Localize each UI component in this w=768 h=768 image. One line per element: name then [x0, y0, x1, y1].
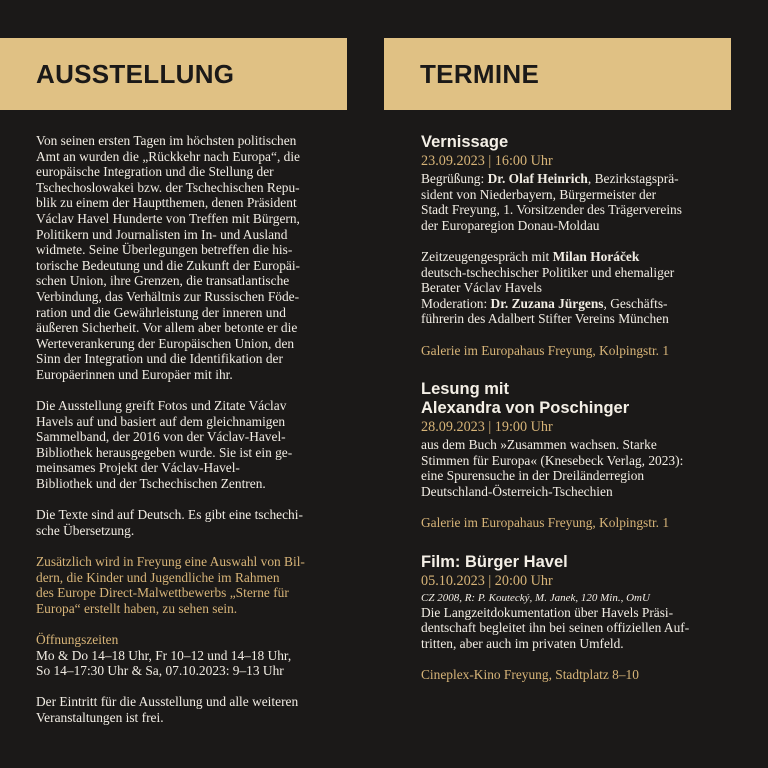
- text-line: Europa“ erstellt haben, zu sehen sein.: [36, 600, 238, 616]
- text-line: blik zu einem der Hauptthemen, denen Präsident: [36, 195, 297, 211]
- exhibition-paragraph-4: [36, 554, 348, 616]
- exhibition-paragraph-2: [36, 398, 348, 492]
- text-line: meinsames Projekt der Václav-Havel-: [36, 460, 240, 476]
- event-title: Lesung mit Alexandra von Poschinger: [421, 380, 630, 418]
- text-line: eine Spurensuche in der Dreiländerregion: [421, 468, 645, 484]
- text-line: Bibliothek und der Tschechischen Zentren.: [36, 476, 266, 492]
- events-header-banner: [384, 38, 731, 110]
- text-line: des Europe Direct-Malwettbewerbs „Sterne für: [36, 585, 289, 601]
- text-line: Verbindung, das Verhältnis zur Russischen Föde-: [36, 288, 300, 304]
- text-line: äußeren Sicherheit. Vor allem aber betonte er die: [36, 320, 298, 336]
- opening-hours: [36, 648, 348, 679]
- text-line: Tschechoslowakei bzw. der Tschechischen Repu-: [36, 179, 300, 195]
- event-description: [421, 437, 739, 499]
- text-line: Die Langzeitdokumentation über Havels Präsi-: [421, 604, 674, 620]
- event-title: Film: Bürger Havel: [421, 552, 568, 571]
- event-witness-talk: Zeitzeugengespräch mit Milan Horáček deutsch-tschechischer Politiker und ehemaliger Berater Václav Havels Moderation: Dr. Zuzana Jürgens, Geschäfts- führerin des Adalbert Stifter Vereins München: [421, 248, 675, 327]
- text-line: Stimmen für Europa« (Knesebeck Verlag, 2023):: [421, 452, 684, 468]
- text-line: Europäerinnen und Europäer mit ihr.: [36, 366, 233, 382]
- text-line: Amt an wurden die „Rückkehr nach Europa“, die: [36, 148, 300, 164]
- text-line: sche Übersetzung.: [36, 522, 135, 538]
- text-line: dentschaft begleitet ihn bei seinen offiziellen Auf-: [421, 620, 690, 636]
- text-line: Deutschland-Österreich-Tschechien: [421, 483, 613, 499]
- admission-note: [36, 694, 348, 725]
- text-line: Veranstaltungen ist frei.: [36, 709, 164, 725]
- text-line: Zusätzlich wird in Freyung eine Auswahl von Bil-: [36, 554, 305, 570]
- text-line: ration und die Gewährleistung der inneren und: [36, 304, 286, 320]
- text-line: aus dem Buch »Zusammen wachsen. Starke: [421, 437, 657, 453]
- event-reading: [421, 380, 739, 531]
- text-line: Sinn der Integration und die Identifikation der: [36, 351, 283, 367]
- text-line: deutsch-tschechischer Politiker und ehemaliger: [421, 264, 675, 280]
- opening-hours-label: Öffnungszeiten: [36, 632, 119, 647]
- text-line: Die Ausstellung greift Fotos und Zitate Václav: [36, 398, 287, 414]
- exhibition-paragraph-3: [36, 507, 348, 538]
- exhibition-header-title: AUSSTELLUNG: [36, 58, 235, 89]
- text-line: europäische Integration und die Stellung der: [36, 164, 274, 180]
- text-line: Politikern und Journalisten im In- und Ausland: [36, 226, 288, 242]
- exhibition-header-banner: [0, 38, 347, 110]
- text-line: So 14–17:30 Uhr & Sa, 07.10.2023: 9–13 Uhr: [36, 663, 284, 679]
- text-line: Der Eintritt für die Ausstellung und alle weiteren: [36, 694, 299, 710]
- event-film: [421, 553, 739, 683]
- exhibition-column: [36, 133, 348, 726]
- text-line: Die Texte sind auf Deutsch. Es gibt eine tschechi-: [36, 507, 303, 523]
- event-title: Vernissage: [421, 133, 509, 151]
- event-venue: Galerie im Europahaus Freyung, Kolpingstr. 1: [421, 515, 670, 531]
- exhibition-paragraph-1: [36, 133, 348, 383]
- event-date: 23.09.2023 | 16:00 Uhr: [421, 153, 553, 169]
- text-line: dern, die Kinder und Jugendliche im Rahmen: [36, 569, 280, 585]
- event-date: 05.10.2023 | 20:00 Uhr: [421, 572, 553, 589]
- text-line: Václav Havel Hunderte von Treffen mit Bürgern,: [36, 210, 300, 226]
- text-line: sident von Niederbayern, Bürgermeister der: [421, 186, 657, 202]
- text-line: Von seinen ersten Tagen im höchsten politischen: [36, 133, 297, 148]
- film-credit: CZ 2008, R: P. Koutecký, M. Janek, 120 Min., OmU: [421, 591, 650, 604]
- event-greeting: Begrüßung: Dr. Olaf Heinrich, Bezirkstagsprä- sident von Niederbayern, Bürgermeister der Stadt Freyung, 1. Vorsitzender des Trägervereins der Europaregion Donau-Moldau: [421, 171, 682, 233]
- text-line: Stadt Freyung, 1. Vorsitzender des Trägervereins: [421, 202, 682, 218]
- text-line: Bibliothek herausgegeben wurde. Sie ist ein ge-: [36, 444, 293, 460]
- speaker-name: Dr. Zuzana Jürgens: [490, 295, 604, 311]
- text-line: torische Bedeutung und die Zukunft der Europäi-: [36, 257, 301, 273]
- speaker-name: Milan Horáček: [552, 248, 640, 264]
- event-description: [421, 605, 739, 652]
- text-line: widmete. Seine Überlegungen betreffen die his-: [36, 242, 293, 258]
- events-column: [421, 133, 739, 683]
- event-date: 28.09.2023 | 19:00 Uhr: [421, 419, 553, 436]
- text-line: Havels auf und basiert auf dem gleichnamigen: [36, 413, 286, 429]
- text-line: tritten, aber auch im privaten Umfeld.: [421, 635, 624, 651]
- text-line: schen Union, ihre Grenzen, die transatlantische: [36, 273, 290, 289]
- event-venue: Galerie im Europahaus Freyung, Kolpingstr. 1: [421, 342, 670, 358]
- text-line: Mo & Do 14–18 Uhr, Fr 10–12 und 14–18 Uhr,: [36, 647, 292, 663]
- event-vernissage: [421, 133, 739, 358]
- speaker-name: Dr. Olaf Heinrich: [487, 171, 588, 186]
- text-line: Werteverankerung der Europäischen Union, den: [36, 335, 295, 351]
- events-header-title: TERMINE: [420, 58, 540, 89]
- text-line: Sammelband, der 2016 von der Václav-Havel-: [36, 429, 286, 445]
- text-line: Berater Václav Havels: [421, 280, 542, 296]
- event-venue: Cineplex-Kino Freyung, Stadtplatz 8–10: [421, 667, 639, 683]
- text-line: der Europaregion Donau-Moldau: [421, 217, 600, 233]
